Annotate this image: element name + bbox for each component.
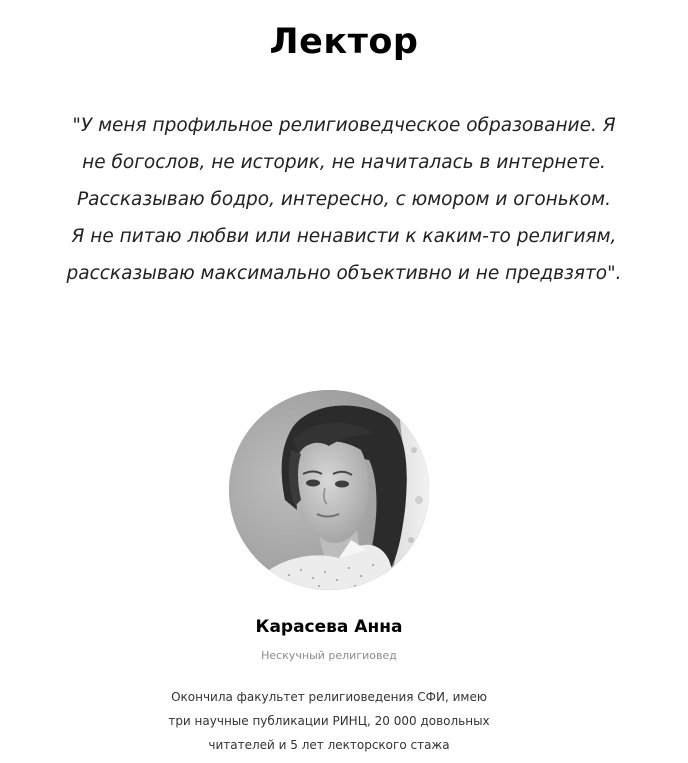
quote-line: "У меня профильное религиоведческое образование. Я (72, 115, 616, 136)
lecturer-name: Карасева Анна (255, 617, 403, 637)
quote-line: Я не питаю любви или ненависти к каким-то религиям, (71, 226, 617, 247)
lecturer-quote (20, 107, 668, 292)
portrait-photo-icon (229, 390, 429, 590)
quote-line: Рассказываю бодро, интересно, с юмором и огоньком. (77, 189, 611, 210)
section-title: Лектор (269, 22, 419, 62)
quote-line: рассказываю максимально объективно и не предвзято". (66, 263, 622, 284)
bio-line: Окончила факультет религиоведения СФИ, имею (171, 690, 487, 704)
lecturer-photo (229, 390, 429, 590)
quote-line: не богослов, не историк, не начиталась в интернете. (82, 152, 606, 173)
bio-line: три научные публикации РИНЦ, 20 000 довольных (168, 714, 490, 728)
lecturer-role: Нескучный религиовед (261, 649, 397, 662)
lecturer-bio (0, 685, 658, 757)
bio-line: читателей и 5 лет лекторского стажа (208, 738, 450, 752)
